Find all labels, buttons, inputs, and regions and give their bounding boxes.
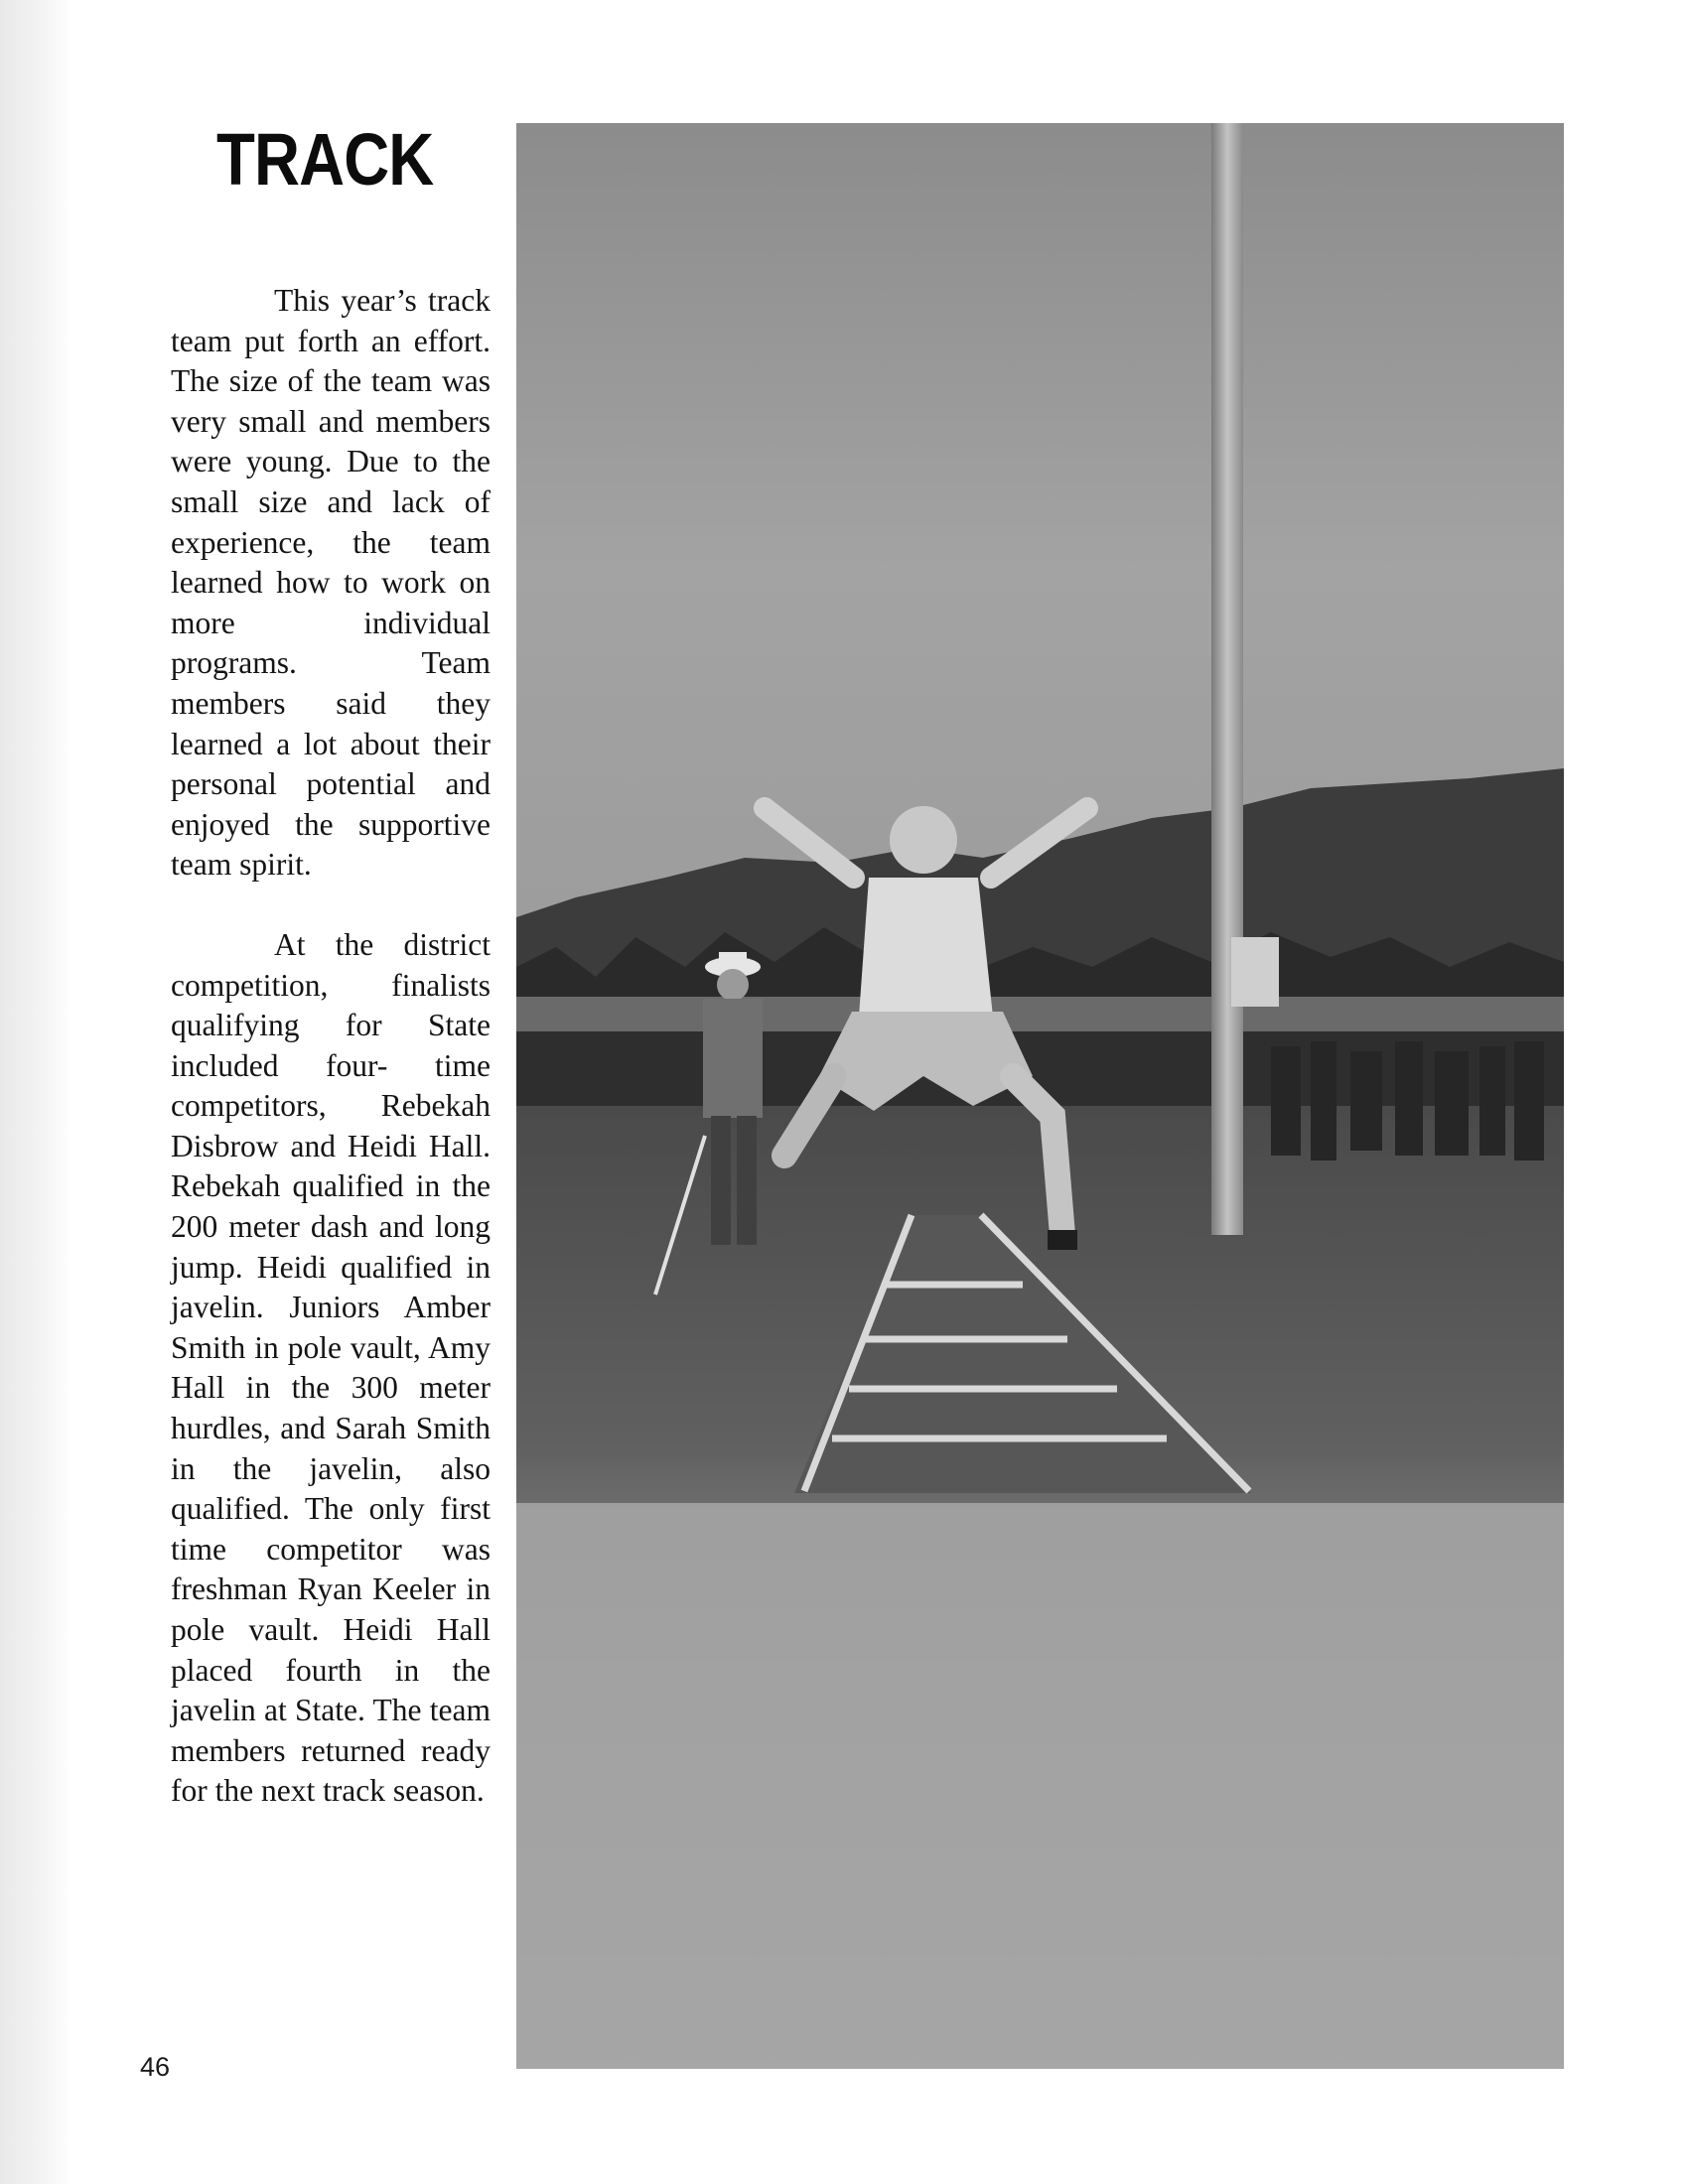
light-pole: [1211, 123, 1243, 1235]
page-number: 46: [140, 2052, 171, 2082]
sand-pit: [516, 1503, 1564, 2069]
fence-band: [516, 997, 1564, 1036]
page-title: TRACK: [216, 118, 434, 201]
article-paragraph-1: This year’s track team put forth an effort. The size of the team was very small and members were young. Due to the small size and lack of experience, the team learned how to work on more individual programs. Team members said they learned a lot about their personal potential and enjoyed the supportive team spirit.: [171, 283, 491, 883]
long-jump-photo: [516, 123, 1564, 2069]
article-paragraph-2: At the district competition, finalists qualifying for State included four- time competitors, Rebekah Disbrow and Heidi Hall. Rebekah qualified in the 200 meter dash and long jump. Heidi qualified in javelin. Juniors Amber Smith in pole vault, Amy Hall in the 300 meter hurdles, and Sarah Smith in the javelin, also qualified. The only first time competitor was freshman Ryan Keeler in pole vault. Heidi Hall placed fourth in the javelin at State. The team members returned ready for the next track season.: [171, 926, 491, 1809]
binding-gutter-shadow: [0, 0, 71, 2184]
pole-sign: [1231, 937, 1279, 1007]
long-jump-photo-illustration: [516, 123, 1564, 2069]
spectators: [1271, 1041, 1544, 1160]
article-text: [171, 281, 491, 1812]
